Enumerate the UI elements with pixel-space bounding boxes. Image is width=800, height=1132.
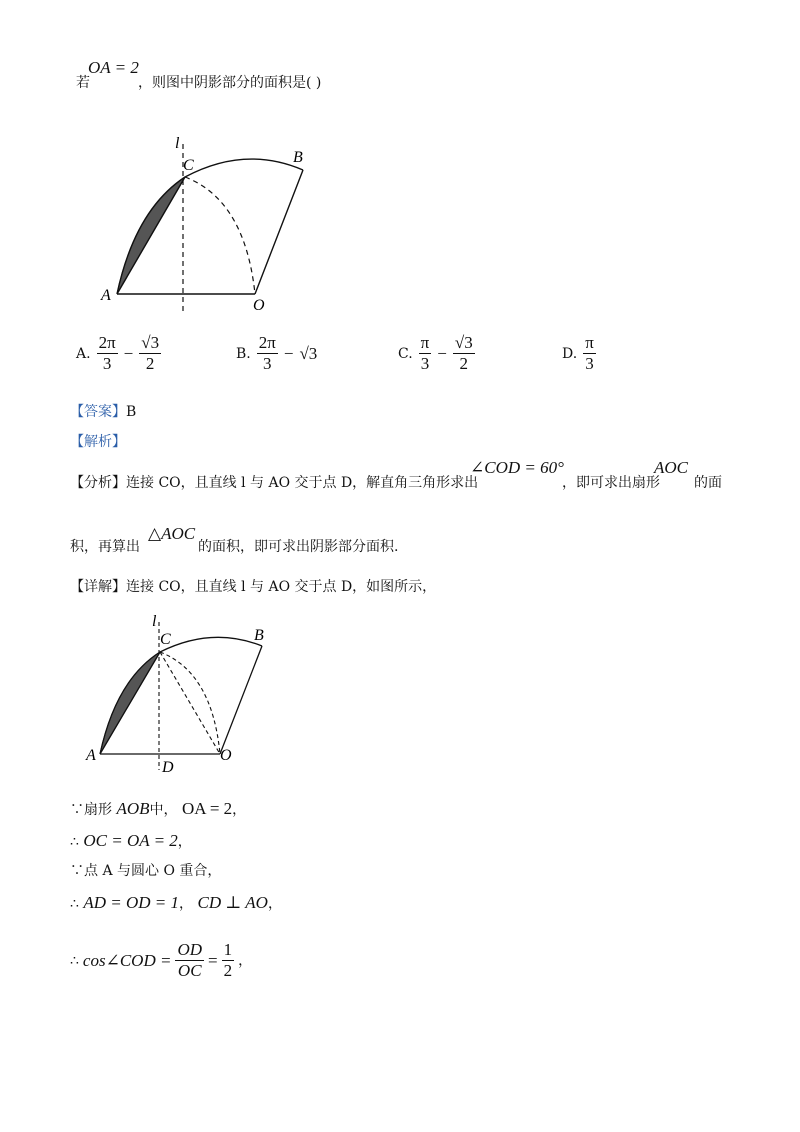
option-b[interactable] [236,333,317,374]
option-c-op: − [437,343,447,363]
answer-value: B [126,404,137,420]
option-b-op: − [283,343,294,363]
question-math-oa: OA = 2 [88,58,139,77]
step-4: ∴ AD = OD = 1， CD ⊥ AO， [70,893,282,912]
fig2-label-d: D [162,759,174,776]
step-3: ∵点 A 与圆心 O 重合， [70,863,222,879]
option-a-frac2: $\frac{√3}{2}$ [141,333,160,373]
fig2-radius-ob [220,646,262,754]
option-c-frac1: $\frac{\pi}{3}$ [420,333,430,373]
fig1-radius-ob [255,170,303,294]
fenxi-line2b: 的面积，即可求出阴影部分面积. [198,539,399,555]
fig1-label-b: B [293,149,303,166]
fenxi-text2: ，即可求出扇形 [562,475,660,491]
fenxi-math2: AOC [654,458,688,477]
option-a-op: − [123,343,134,363]
fig2-label-l: l [152,613,157,630]
option-c-letter: C. [398,345,413,362]
option-d-frac1: $\frac{\pi}{3}$ [585,333,594,373]
xiangjie-tag: 【详解】 [70,579,126,595]
fenxi-math3: △AOC [148,524,196,543]
option-a[interactable] [76,333,161,374]
fig2-label-b: B [254,627,264,644]
fig2-label-a: A [86,747,96,764]
fenxi-math1: ∠COD = 60° [470,458,564,477]
answer-tag: 【答案】 [70,404,126,420]
option-b-tail: √3 [299,343,318,363]
option-c-frac2: $\frac{√3}{2}$ [454,333,473,373]
fenxi-line1 [70,474,478,492]
fig1-label-l: l [175,135,180,152]
step-5-frac-half: $\frac{1}{2}$ [223,940,233,980]
fig1-label-o: O [253,297,265,314]
question-tail: ，则图中阴影部分的面积是( ) [138,75,322,91]
fig2-label-c: C [160,631,171,648]
fig1-dashed-arc-co [185,177,255,294]
xiangjie-line [70,578,436,596]
figure-1 [95,130,325,320]
question-lead: 若 [76,75,90,91]
fig2-chord-ac [100,652,160,754]
fenxi-text3: 的面 [694,475,722,491]
option-b-frac1: $\frac{2\pi}{3}$ [258,333,276,373]
answer-line [70,403,136,421]
step-5-frac-od-oc: $\frac{OD}{OC}$ [177,940,203,980]
option-a-letter: A. [76,345,91,362]
fenxi-text1: 连接 CO，且直线 l 与 AO 交于点 D，解直角三角形求出 [126,475,479,491]
step-1: ∵扇形 AOB中， OA = 2， [70,799,247,818]
analysis-tag: 【解析】 [70,434,126,450]
fig2-segment-co [160,652,220,754]
xiangjie-text: 连接 CO，且直线 l 与 AO 交于点 D，如图所示， [126,579,437,595]
fig1-label-c: C [183,157,194,174]
option-b-letter: B. [236,345,251,362]
fenxi-tag: 【分析】 [70,475,126,491]
fig1-chord-ac [117,177,185,294]
fig1-label-a: A [101,287,111,304]
option-c[interactable] [398,333,475,374]
figure-2 [80,612,280,782]
step-5: ∴ cos∠COD = $\frac{OD}{OC}$ = $\frac{1}{2}$ ， [70,940,253,980]
option-d-letter: D. [562,345,578,362]
fig2-label-o: O [220,747,232,764]
option-a-frac1: $\frac{2\pi}{3}$ [98,333,116,373]
option-d[interactable] [562,333,596,374]
step-2: ∴ OC = OA = 2， [70,831,192,850]
fenxi-line2a: 积，再算出 [70,539,140,555]
